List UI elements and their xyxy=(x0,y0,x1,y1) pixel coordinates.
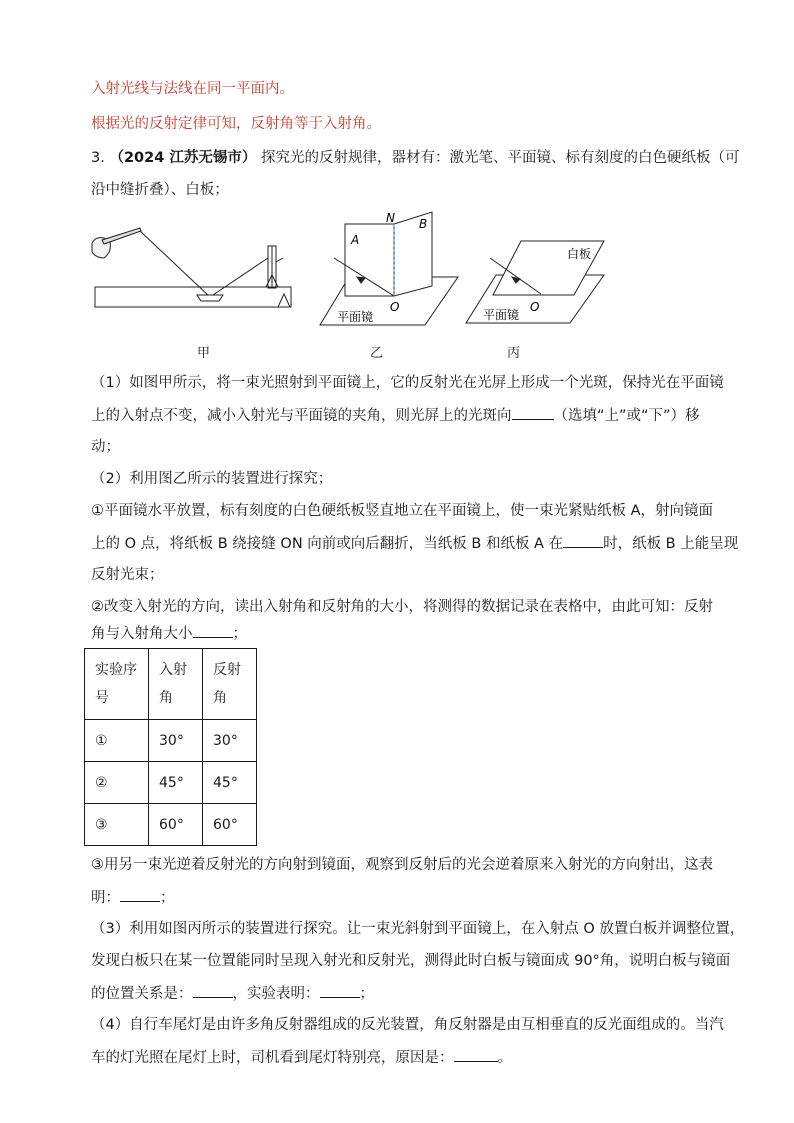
caption-bing: 丙 xyxy=(507,346,521,361)
data-table xyxy=(84,648,257,846)
table-cell: ③ xyxy=(85,804,149,846)
question-source: （2024 江苏无锡市） xyxy=(109,150,257,166)
part4-line2 xyxy=(91,1047,512,1068)
part2-1-line2 xyxy=(91,533,738,554)
table-row xyxy=(85,720,257,762)
figures xyxy=(0,205,794,340)
figure-jia xyxy=(92,228,291,307)
yi-label-b: B xyxy=(419,217,428,231)
part1-line3: 动； xyxy=(91,439,120,455)
table-cell: 30° xyxy=(203,720,257,762)
part3-line3 xyxy=(91,983,374,1004)
table-cell: 60° xyxy=(203,804,257,846)
part4-text-end: 。 xyxy=(497,1050,512,1066)
part2-1-text-cont: 时，纸板 B 上能呈现 xyxy=(603,536,739,552)
answer-line-1: 入射光线与法线在同一平面内。 xyxy=(91,81,294,97)
part2-heading: （2）利用图乙所示的装置进行探究； xyxy=(91,471,333,487)
part3-line2: 发现白板只在某一位置能同时呈现入射光和反射光，测得此时白板与镜面成 90°角，说明白板与镜面 xyxy=(91,953,731,969)
figure-yi xyxy=(320,212,458,325)
part2-3-line2 xyxy=(91,887,175,908)
table-cell: ① xyxy=(85,720,149,762)
part1-line2 xyxy=(91,405,700,426)
table-cell: ② xyxy=(85,762,149,804)
header-cell-incident: 入射 角 xyxy=(149,649,203,720)
part2-1-text: 上的 O 点，将纸板 B 绕接缝 ON 向前或向后翻折，当纸板 B 和纸板 A 在 xyxy=(91,536,564,552)
answer-blank-1[interactable] xyxy=(512,405,554,420)
header-cell-trial: 实验序 号 xyxy=(85,649,149,720)
part4-line1: （4）自行车尾灯是由许多角反射器组成的反光装置，角反射器是由互相垂直的反光面组成的。当汽 xyxy=(91,1017,724,1033)
question-number: 3. xyxy=(91,150,105,166)
yi-mirror-label: 平面镜 xyxy=(337,310,374,324)
part2-3-line1: ③用另一束光逆着反射光的方向射到镜面，观察到反射后的光会逆着原来入射光的方向射出，这表 xyxy=(91,857,713,873)
bing-mirror-label: 平面镜 xyxy=(483,308,520,322)
table-cell: 45° xyxy=(149,762,203,804)
part2-2-text: 角与入射角大小 xyxy=(91,626,193,642)
bing-board-label: 白板 xyxy=(567,247,592,261)
table-row xyxy=(85,804,257,846)
part2-1-line1: ①平面镜水平放置，标有刻度的白色硬纸板竖直地立在平面镜上，使一束光紧贴纸板 A，射向镜面 xyxy=(91,503,714,519)
part2-3-text: 明： xyxy=(91,890,120,906)
bing-label-o: O xyxy=(530,300,540,314)
part1-text-cont: （选填“上”或“下”）移 xyxy=(553,408,700,424)
part2-2-line2 xyxy=(91,623,247,644)
part1-line1: （1）如图甲所示，将一束光照射到平面镜上，它的反射光在光屏上形成一个光斑，保持光在平面镜 xyxy=(91,375,724,391)
answer-blank-7[interactable] xyxy=(454,1047,498,1062)
yi-label-n: N xyxy=(386,211,395,225)
yi-label-a: A xyxy=(351,233,360,247)
table-cell: 30° xyxy=(149,720,203,762)
part3-line1: （3）利用如图丙所示的装置进行探究。让一束光斜射到平面镜上，在入射点 O 放置白板并调整位置， xyxy=(91,921,745,937)
answer-blank-6[interactable] xyxy=(320,983,360,998)
table-row xyxy=(85,762,257,804)
part2-1-line3: 反射光束； xyxy=(91,567,164,583)
table-cell: 60° xyxy=(149,804,203,846)
part3-text-cont: ，实验表明： xyxy=(232,986,320,1002)
part2-2-line1: ②改变入射光的方向，读出入射角和反射角的大小，将测得的数据记录在表格中，由此可知：反射 xyxy=(91,599,713,615)
header-cell-reflect: 反射 角 xyxy=(203,649,257,720)
part3-text-end: ； xyxy=(359,986,374,1002)
caption-yi: 乙 xyxy=(370,346,384,361)
question-intro-cont: 沿中缝折叠）、白板； xyxy=(91,182,229,198)
part1-text: 上的入射点不变，减小入射光与平面镜的夹角，则光屏上的光斑向 xyxy=(91,408,512,424)
part3-text: 的位置关系是： xyxy=(91,986,193,1002)
answer-blank-3[interactable] xyxy=(193,623,233,638)
answer-blank-2[interactable] xyxy=(563,533,603,548)
question-intro-text: 探究光的反射规律，器材有：激光笔、平面镜、标有刻度的白色硬纸板（可 xyxy=(260,150,740,166)
table-cell: 45° xyxy=(203,762,257,804)
part2-3-text-cont: ； xyxy=(160,890,175,906)
answer-blank-4[interactable] xyxy=(120,887,160,902)
caption-jia: 甲 xyxy=(197,346,211,361)
question-intro xyxy=(91,148,739,168)
part2-2-text-cont: ； xyxy=(232,626,247,642)
answer-line-2: 根据光的反射定律可知，反射角等于入射角。 xyxy=(91,116,381,132)
yi-label-o: O xyxy=(390,300,400,314)
table-header-row xyxy=(85,649,257,720)
answer-blank-5[interactable] xyxy=(193,983,233,998)
part4-text: 车的灯光照在尾灯上时，司机看到尾灯特别亮，原因是： xyxy=(91,1050,454,1066)
